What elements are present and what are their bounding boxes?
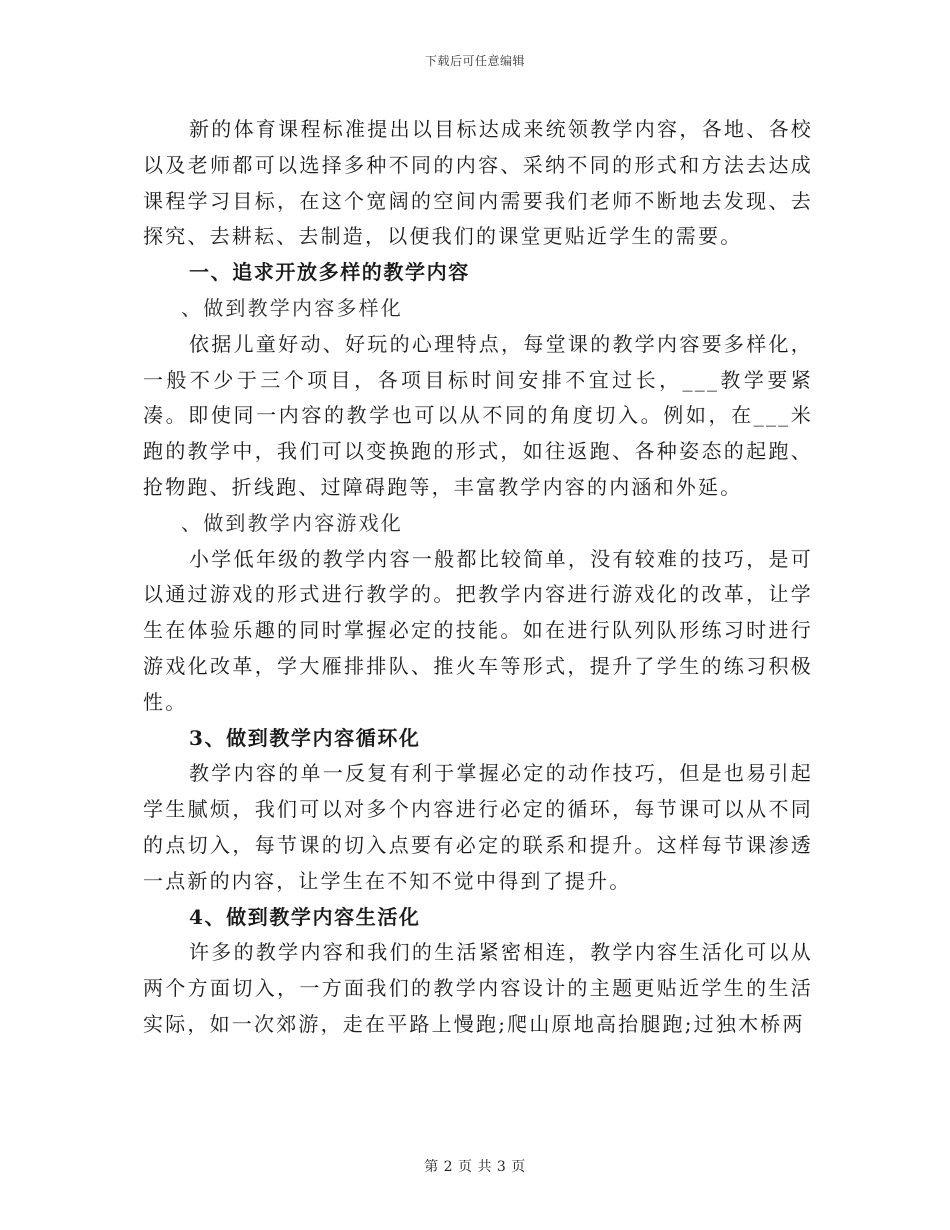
page-number: 第 2 页 共 3 页 xyxy=(424,1159,526,1175)
document-body xyxy=(143,112,813,1043)
section-heading: 3、做到教学内容循环化 xyxy=(189,725,421,750)
page-header-note: 下载后可任意编辑 xyxy=(424,54,525,68)
body-paragraph: 教学内容的单一反复有利于掌握必定的动作技巧，但是也易引起学生腻烦，我们可以对多个内容进行必定的循环，每节课可以从不同的点切入，每节课的切入点要有必定的联系和提升。这样每节课渗透一点新的内容，让学生在不知不觉中得到了提升。 xyxy=(143,761,813,893)
subsection-heading: 、做到教学内容游戏化 xyxy=(181,510,403,535)
section-heading: 4、做到教学内容生活化 xyxy=(189,904,421,929)
body-paragraph: 依据儿童好动、好玩的心理特点，每堂课的教学内容要多样化，一般不少于三个项目，各项目标时间安排不宜过长，___教学要紧凑。即使同一内容的教学也可以从不同的角度切入。例如，在___米跑的教学中，我们可以变换跑的形式，如往返跑、各种姿态的起跑、抢物跑、折线跑、过障碍跑等，丰富教学内容的内涵和外延。 xyxy=(143,331,813,499)
body-paragraph: 许多的教学内容和我们的生活紧密相连，教学内容生活化可以从两个方面切入，一方面我们的教学内容设计的主题更贴近学生的生活实际，如一次郊游，走在平路上慢跑;爬山原地高抬腿跑;过独木桥两 xyxy=(143,940,813,1036)
intro-paragraph: 新的体育课程标准提出以目标达成来统领教学内容，各地、各校以及老师都可以选择多种不同的内容、采纳不同的形式和方法去达成课程学习目标，在这个宽阔的空间内需要我们老师不断地去发现、去探究、去耕耘、去制造，以便我们的课堂更贴近学生的需要。 xyxy=(143,117,813,249)
section-heading: 一、追求开放多样的教学内容 xyxy=(189,260,470,285)
subsection-heading: 、做到教学内容多样化 xyxy=(181,295,403,320)
body-paragraph: 小学低年级的教学内容一般都比较简单，没有较难的技巧，是可以通过游戏的形式进行教学的。把教学内容进行游戏化的改革，让学生在体验乐趣的同时掌握必定的技能。如在进行队列队形练习时进行游戏化改革，学大雁排排队、推火车等形式，提升了学生的练习积极性。 xyxy=(143,546,813,714)
